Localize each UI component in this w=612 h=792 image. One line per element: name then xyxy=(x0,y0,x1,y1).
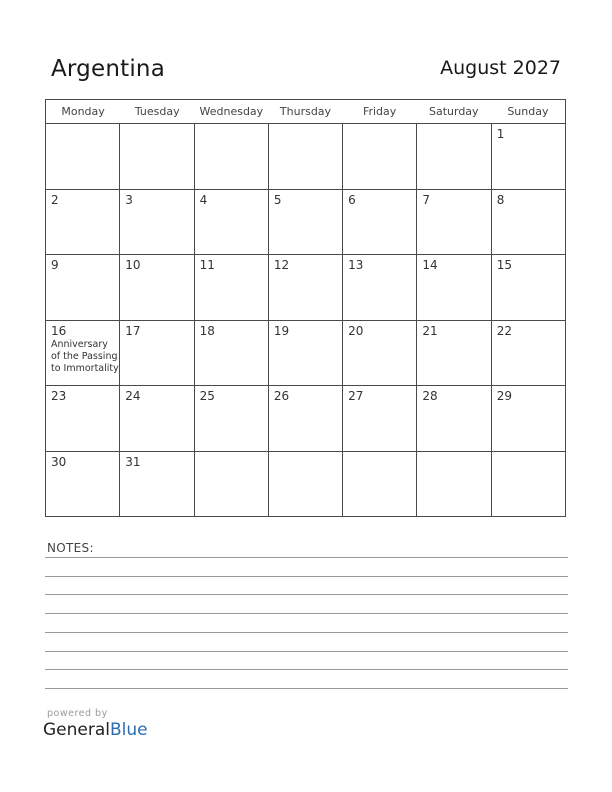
day-cell xyxy=(120,386,194,451)
day-number: 18 xyxy=(199,323,215,338)
day-number: 19 xyxy=(273,323,290,338)
holiday-label: Anniversary of the Passing to Immortality xyxy=(51,338,119,374)
day-cell xyxy=(120,190,194,255)
day-number: 20 xyxy=(348,323,364,338)
day-cell xyxy=(343,321,417,386)
day-cell xyxy=(46,386,120,451)
day-number: 12 xyxy=(273,258,290,272)
day-cell xyxy=(343,452,417,518)
day-number: 25 xyxy=(199,389,215,403)
brand-blue: Blue xyxy=(110,720,148,740)
weekday-tuesday: Tuesday xyxy=(134,105,180,118)
day-cell xyxy=(46,255,120,320)
day-number: 31 xyxy=(125,454,141,469)
day-cell xyxy=(417,452,491,518)
day-cell xyxy=(492,321,565,386)
day-number: 4 xyxy=(199,192,208,207)
day-number: 1 xyxy=(496,127,505,141)
day-cell xyxy=(343,124,417,189)
week-row xyxy=(46,255,565,321)
brand-general: General xyxy=(43,720,110,740)
day-number: 2 xyxy=(51,192,59,207)
notes-line xyxy=(45,632,568,633)
notes-line xyxy=(45,576,568,577)
day-cell xyxy=(46,321,120,386)
day-number: 7 xyxy=(422,192,431,207)
day-cell xyxy=(492,124,565,189)
day-cell xyxy=(195,321,269,386)
day-number: 21 xyxy=(422,323,438,338)
day-cell xyxy=(417,124,491,189)
weekday-wednesday: Wednesday xyxy=(199,105,264,118)
day-number: 9 xyxy=(51,258,59,272)
week-row xyxy=(46,124,565,190)
day-cell xyxy=(195,190,269,255)
day-cell xyxy=(269,190,343,255)
day-cell xyxy=(492,190,565,255)
day-cell xyxy=(195,124,269,189)
day-cell xyxy=(120,124,194,189)
weekday-friday: Friday xyxy=(362,105,397,118)
day-cell xyxy=(195,386,269,451)
day-number: 5 xyxy=(273,192,282,207)
day-cell xyxy=(417,190,491,255)
day-number: 23 xyxy=(51,389,67,403)
calendar-country-title: Argentina xyxy=(51,56,165,82)
notes-label: NOTES: xyxy=(47,541,94,555)
day-number: 13 xyxy=(348,258,364,272)
weekday-saturday: Saturday xyxy=(428,105,479,118)
notes-line xyxy=(45,651,568,652)
day-number: 17 xyxy=(125,323,141,338)
week-row xyxy=(46,386,565,452)
day-number: 8 xyxy=(496,192,505,207)
day-cell xyxy=(195,255,269,320)
day-cell xyxy=(46,124,120,189)
weekday-header-row xyxy=(46,100,565,124)
day-number: 6 xyxy=(348,192,356,207)
day-cell xyxy=(195,452,269,518)
day-number: 22 xyxy=(496,323,512,338)
day-number: 16 xyxy=(51,323,67,338)
day-number: 3 xyxy=(125,192,133,207)
day-number: 30 xyxy=(51,454,67,469)
day-cell xyxy=(492,386,565,451)
day-number: 14 xyxy=(422,258,438,272)
day-number: 24 xyxy=(125,389,141,403)
notes-line xyxy=(45,557,568,558)
notes-line xyxy=(45,669,568,670)
weekday-thursday: Thursday xyxy=(279,105,332,118)
day-cell xyxy=(269,255,343,320)
day-cell xyxy=(343,190,417,255)
day-number: 11 xyxy=(199,258,215,272)
day-cell xyxy=(269,124,343,189)
powered-by-text: powered by xyxy=(47,708,108,719)
day-number: 29 xyxy=(496,389,512,403)
weekday-monday: Monday xyxy=(61,105,105,118)
day-cell xyxy=(269,386,343,451)
day-number: 28 xyxy=(422,389,438,403)
day-number: 26 xyxy=(273,389,290,403)
notes-line xyxy=(45,613,568,614)
weekday-sunday: Sunday xyxy=(507,105,549,118)
day-cell xyxy=(492,255,565,320)
day-cell xyxy=(120,255,194,320)
day-cell xyxy=(120,452,194,518)
notes-line xyxy=(45,594,568,595)
week-row xyxy=(46,321,565,387)
notes-line xyxy=(45,688,568,689)
day-cell xyxy=(417,255,491,320)
day-cell xyxy=(417,386,491,451)
day-number: 27 xyxy=(348,389,364,403)
day-cell xyxy=(343,255,417,320)
day-cell xyxy=(417,321,491,386)
day-cell xyxy=(46,190,120,255)
generalblue-logo xyxy=(43,720,148,740)
day-number: 10 xyxy=(125,258,141,272)
day-cell xyxy=(46,452,120,518)
day-cell xyxy=(343,386,417,451)
day-cell xyxy=(120,321,194,386)
day-number: 15 xyxy=(496,258,512,272)
day-cell xyxy=(269,452,343,518)
week-row xyxy=(46,190,565,256)
calendar-month-year: August 2027 xyxy=(440,57,561,79)
day-cell xyxy=(492,452,565,518)
week-row xyxy=(46,452,565,518)
day-cell xyxy=(269,321,343,386)
calendar-grid xyxy=(45,99,566,517)
